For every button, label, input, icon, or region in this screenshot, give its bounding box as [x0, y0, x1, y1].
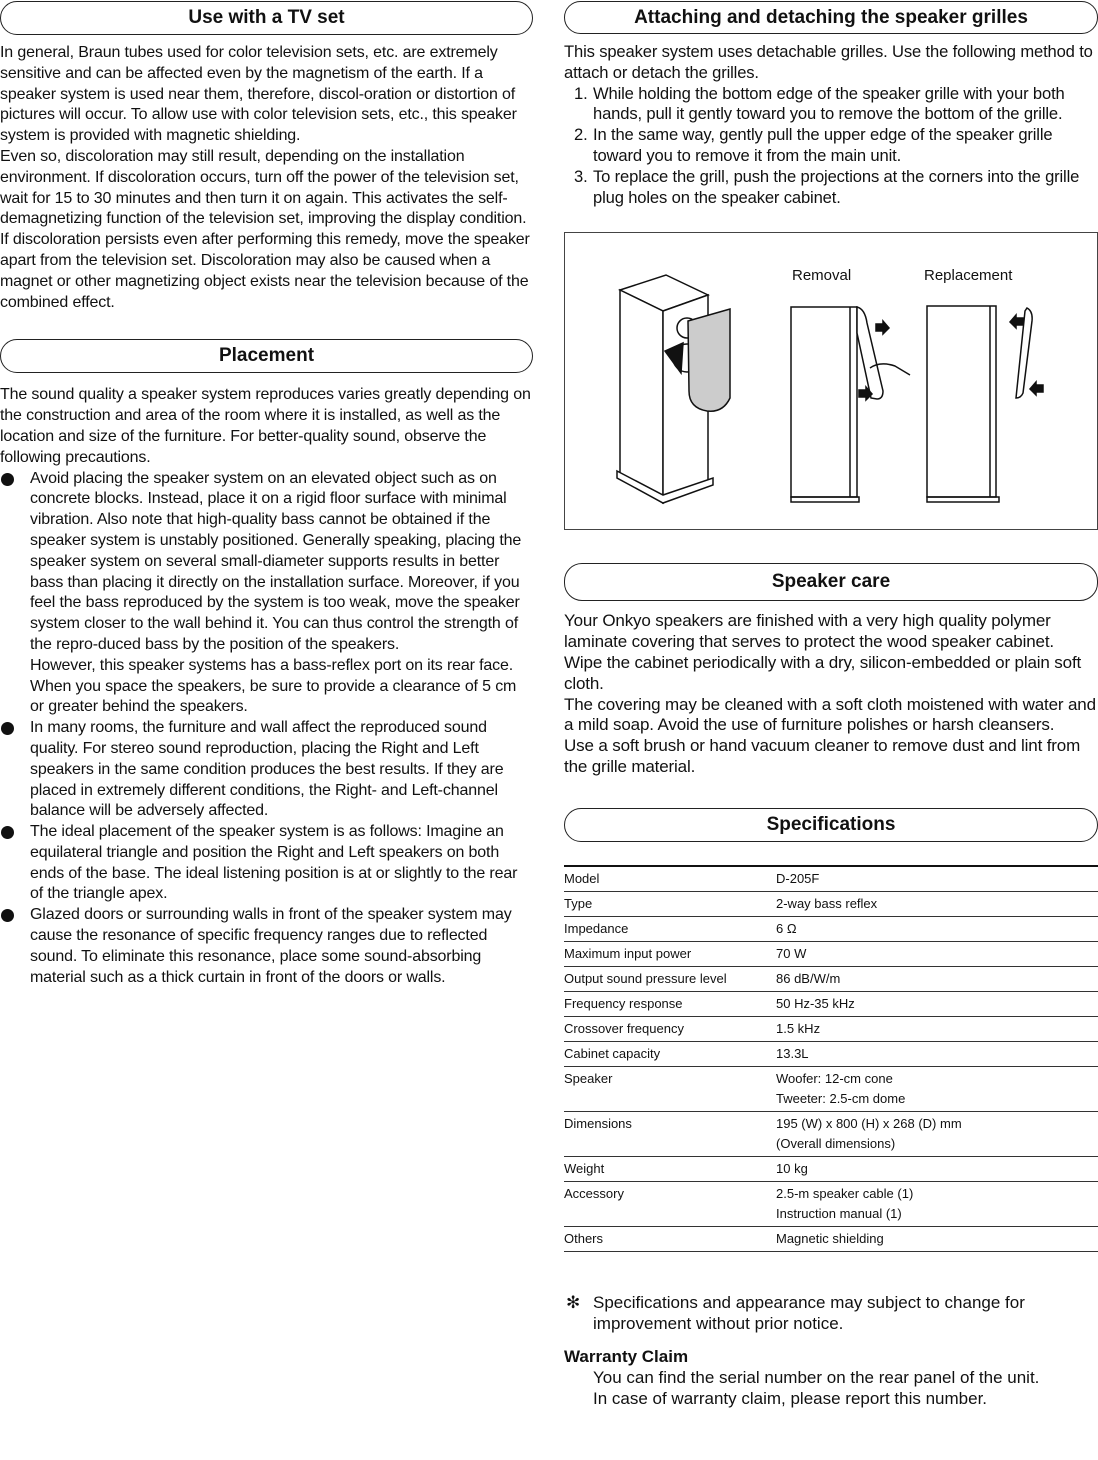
spec-label: Model: [564, 866, 776, 892]
step-number: 1.: [574, 83, 588, 103]
spec-label: Type: [564, 891, 776, 916]
spec-note: [564, 1292, 1098, 1334]
spec-value-line: 70 W: [776, 945, 807, 961]
spec-value: [776, 1156, 1098, 1181]
bullet-icon: [1, 722, 14, 735]
care-text: [564, 611, 1098, 777]
paragraph: Your Onkyo speakers are finished with a very high quality polymer laminate covering that serves to protect the wood speaker cabinet.: [564, 611, 1054, 652]
grilles-text: [564, 42, 1098, 208]
spec-value: [776, 1181, 1098, 1226]
spec-row: [564, 1066, 1098, 1111]
spec-value-line: 2-way bass reflex: [776, 895, 878, 911]
step-item: [564, 84, 1098, 126]
spec-row: [564, 941, 1098, 966]
paragraph: The covering may be cleaned with a soft cloth moistened with water and a mild soap. Avoid the use of furniture polishes or harsh cleansers.: [564, 694, 1096, 735]
spec-value-line: 13.3L: [776, 1045, 809, 1061]
section-header-care: [564, 563, 1098, 601]
warranty-section: [564, 1346, 1098, 1409]
replacement-label: Replacement: [924, 267, 1013, 285]
spec-label: Maximum input power: [564, 941, 776, 966]
bullet-icon: [1, 909, 14, 922]
spec-value: [776, 916, 1098, 941]
paragraph: Even so, discoloration may still result, depending on the installation environment. If discoloration occurs, turn off the power of the television set, wait for 15 to 30 minutes and then turn it on again. This activates the self-demagnetizing function of the television set, improving the display condition. If discoloration persists even after performing this remedy, move the speaker apart from the television set. Discoloration may also be caused when a magnet or other magnetizing object exists near the television because of the combined effect.: [0, 147, 530, 311]
paragraph: This speaker system uses detachable grilles. Use the following method to attach or detach the grilles.: [564, 42, 1093, 82]
spec-label: Others: [564, 1226, 776, 1251]
spec-row: [564, 916, 1098, 941]
asterisk-icon: ✻: [566, 1292, 581, 1312]
warranty-title: Warranty Claim: [564, 1346, 689, 1366]
section-title: Specifications: [766, 813, 896, 835]
section-title: Speaker care: [771, 571, 891, 593]
spec-value: [776, 966, 1098, 991]
spec-value-line: 195 (W) x 800 (H) x 268 (D) mm: [776, 1115, 962, 1131]
bullet-text: Avoid placing the speaker system on an elevated object such as on concrete blocks. Instead, place it on a rigid floor surface with minimal vibration. Also note that high-quality bass cannot be obtained if the speaker system is unstably positioned. Generally speaking, placing the speaker system on several small-diameter supports results in better bass than placing it directly on the installation surface. Moreover, if you feel the bass reproduced by the system is too weak, move the speaker system closer to the wall behind it. You can thus control the strength of the repro-duced bass by the position of the speakers.: [30, 469, 522, 653]
spec-label: Crossover frequency: [564, 1016, 776, 1041]
spec-label: Cabinet capacity: [564, 1041, 776, 1066]
grille-figure: [564, 232, 1098, 530]
spec-value-line: 1.5 kHz: [776, 1020, 821, 1036]
step-number: 3.: [574, 166, 588, 186]
bullet-icon: [1, 826, 14, 839]
left-column: [0, 1, 533, 988]
speaker-illustration: [565, 233, 1097, 529]
spec-label: Output sound pressure level: [564, 966, 776, 991]
spec-value: [776, 1066, 1098, 1111]
step-item: [564, 125, 1098, 167]
specs-table: [564, 865, 1098, 1252]
removal-label: Removal: [792, 267, 852, 285]
paragraph: Wipe the cabinet periodically with a dry, silicon-embedded or plain soft cloth.: [564, 652, 1082, 693]
bullet-text: However, this speaker systems has a bass-reflex port on its rear face. When you space the speakers, be sure to provide a clearance of 5 cm or greater behind the speakers.: [30, 656, 517, 716]
bullet-item: [0, 718, 533, 822]
bullet-text: In many rooms, the furniture and wall affect the reproduced sound quality. For stereo sound reproduction, placing the Right and Left speakers in the same condition produces the best results. If they are placed in extremely different conditions, the Right- and Left-channel balance will be adversely affected.: [30, 719, 504, 820]
spec-value-line: 10 kg: [776, 1160, 808, 1176]
spec-value: [776, 1041, 1098, 1066]
warranty-line: In case of warranty claim, please report this number.: [593, 1388, 988, 1408]
removal-drawing: [791, 307, 910, 502]
spec-row: [564, 1181, 1098, 1226]
step-text: In the same way, gently pull the upper edge of the speaker grille toward you to remove it from the main unit.: [593, 125, 1053, 165]
spec-label: Impedance: [564, 916, 776, 941]
spec-row: [564, 1041, 1098, 1066]
spec-value: [776, 991, 1098, 1016]
spec-value: [776, 1016, 1098, 1041]
bullet-item: [0, 469, 533, 719]
section-header-placement: [0, 339, 533, 373]
spec-row: [564, 991, 1098, 1016]
section-header-tv: [0, 1, 533, 35]
spec-label: Weight: [564, 1156, 776, 1181]
spec-row: [564, 866, 1098, 892]
spec-value-line: 50 Hz-35 kHz: [776, 995, 855, 1011]
section-header-grilles: [564, 1, 1098, 34]
replacement-drawing: [927, 306, 1043, 502]
bullet-icon: [1, 473, 14, 486]
spec-value: [776, 941, 1098, 966]
bullet-item: [0, 905, 533, 988]
spec-row: [564, 1016, 1098, 1041]
speaker-cabinet-drawing: [617, 275, 730, 503]
spec-value-line: Instruction manual (1): [776, 1205, 902, 1221]
step-number: 2.: [574, 125, 588, 145]
spec-row: [564, 1226, 1098, 1251]
step-text: While holding the bottom edge of the speaker grille with your both hands, pull it gently toward you to remove the bottom of the grille.: [593, 83, 1065, 124]
tv-text: [0, 43, 533, 313]
spec-label: Accessory: [564, 1181, 776, 1226]
spec-value-line: Woofer: 12-cm cone: [776, 1070, 893, 1086]
paragraph: Use a soft brush or hand vacuum cleaner to remove dust and lint from the grille material.: [564, 736, 1081, 776]
spec-value-line: 86 dB/W/m: [776, 970, 841, 986]
spec-row: [564, 1156, 1098, 1181]
spec-value: [776, 891, 1098, 916]
spec-value: [776, 1226, 1098, 1251]
section-header-specs: [564, 808, 1098, 842]
spec-value-line: D-205F: [776, 870, 820, 886]
paragraph: In general, Braun tubes used for color television sets, etc. are extremely sensitive and can be affected even by the magnetism of the earth. If a speaker system is used near them, therefore, discol-oration or distortion of pictures will occur. To allow use with color television sets, etc., this speaker system is provided with magnetic shielding.: [0, 44, 517, 145]
spec-row: [564, 966, 1098, 991]
step-item: [564, 167, 1098, 209]
spec-value-line: Tweeter: 2.5-cm dome: [776, 1090, 906, 1106]
spec-value-line: (Overall dimensions): [776, 1135, 896, 1151]
spec-label: Dimensions: [564, 1111, 776, 1156]
warranty-line: You can find the serial number on the rear panel of the unit.: [593, 1367, 1040, 1387]
spec-value: [776, 866, 1098, 892]
bullet-text: The ideal placement of the speaker system is as follows: Imagine an equilateral triangle and position the Right and Left speakers on both ends of the base. The ideal listening position is at or slightly to the rear of the triangle apex.: [30, 823, 518, 903]
paragraph: The sound quality a speaker system reproduces varies greatly depending on the construction and area of the room where it is installed, as well as the location and size of the furniture. For better-quality sound, observe the following precautions.: [0, 386, 531, 466]
spec-row: [564, 891, 1098, 916]
bullet-item: [0, 822, 533, 905]
right-column: [564, 1, 1098, 1409]
spec-value-line: 6 Ω: [776, 920, 797, 936]
section-title: Use with a TV set: [188, 7, 345, 28]
spec-label: Frequency response: [564, 991, 776, 1016]
spec-label: Speaker: [564, 1066, 776, 1111]
bullet-text: Glazed doors or surrounding walls in front of the speaker system may cause the resonance of specific frequency ranges due to reflected sound. To eliminate this resonance, place some sound-absorbing material such as a thick curtain in front of the doors or walls.: [30, 906, 512, 986]
placement-text: [0, 385, 533, 988]
spec-value-line: Magnetic shielding: [776, 1230, 884, 1246]
spec-row: [564, 1111, 1098, 1156]
section-title: Attaching and detaching the speaker grilles: [634, 6, 1028, 28]
section-title: Placement: [218, 345, 315, 367]
specs-table-wrap: [564, 865, 1098, 1252]
spec-value-line: 2.5-m speaker cable (1): [776, 1185, 914, 1201]
spec-value: [776, 1111, 1098, 1156]
step-text: To replace the grill, push the projections at the corners into the grille plug holes on the speaker cabinet.: [593, 166, 1080, 207]
note-text: Specifications and appearance may subject to change for improvement without prior notice.: [593, 1292, 1025, 1333]
